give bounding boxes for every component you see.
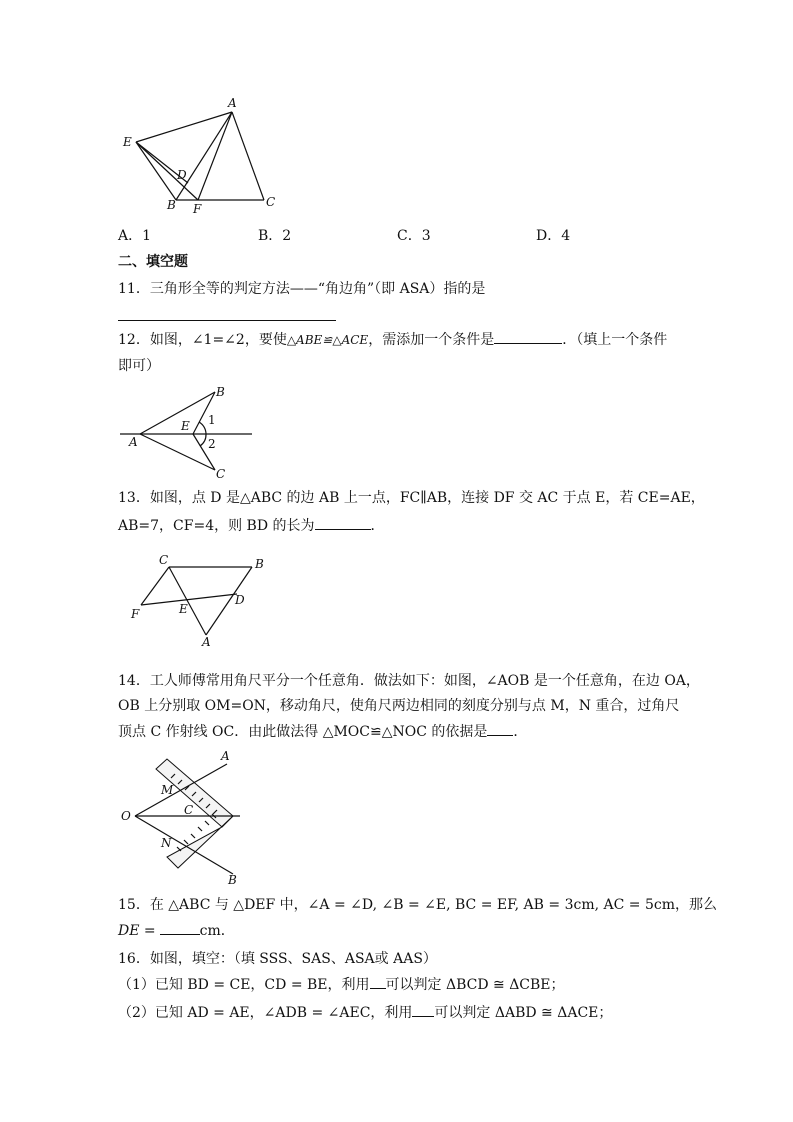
q14-answer-blank[interactable]	[487, 735, 513, 736]
q13-label-c: C	[159, 553, 169, 567]
q10-choice-a: A．1	[118, 228, 152, 244]
q12-label-a: A	[129, 435, 138, 449]
q10-label-e: E	[123, 135, 132, 149]
q10-label-b: B	[167, 198, 176, 212]
q12-line2: 即可）	[118, 358, 160, 374]
q13-text-a: AB=7，CF=4，则 BD 的长为	[118, 518, 315, 534]
q11-answer-blank[interactable]	[118, 320, 336, 321]
q15-text-b: cm．	[199, 923, 235, 939]
q13-line1: 13．如图，点 D 是△ABC 的边 AB 上一点，FC∥AB，连接 DF 交 AC 于点 E，若 CE=AE，	[118, 490, 705, 506]
q13-figure	[125, 552, 275, 652]
q14-line1: 14．工人师傅常用角尺平分一个任意角．做法如下：如图，∠AOB 是一个任意角，在边 OA，	[118, 673, 700, 689]
q16-part2-a: （2）已知 AD = AE，∠ADB = ∠AEC，利用	[118, 1005, 413, 1021]
q10-choice-d: D．4	[536, 228, 571, 244]
q14-line2: OB 上分别取 OM=ON，移动角尺，使角尺两边相同的刻度分别与点 M，N 重合，过角尺	[118, 698, 680, 714]
q12-label-one: 1	[208, 413, 216, 427]
section-title: 二、填空题	[118, 254, 188, 270]
q13-label-e: E	[179, 602, 188, 616]
q10-figure	[115, 95, 285, 220]
q10-label-f: F	[193, 202, 202, 216]
q13-answer-blank[interactable]	[315, 529, 371, 530]
q16-text: 16．如图，填空：（填 SSS、SAS、ASA或 AAS）	[118, 951, 437, 967]
q15-line1: 15．在 △ABC 与 △DEF 中，∠A = ∠D, ∠B = ∠E, BC = EF, AB = 3cm, AC = 5cm，那么	[118, 897, 717, 913]
q12-expr: △ABE≌△ACE	[286, 333, 369, 347]
q13-text-b: ．	[370, 518, 385, 534]
q14-label-m: M	[161, 783, 174, 797]
q16-part1-blank[interactable]	[370, 988, 386, 989]
q16-part1	[118, 976, 565, 994]
q13-label-b: B	[255, 557, 264, 571]
q12-label-b: B	[216, 385, 225, 399]
q11-text: 11．三角形全等的判定方法——“角边角”（即 ASA）指的是	[118, 281, 486, 297]
q14-label-o: O	[121, 809, 131, 823]
q10-label-d: D	[177, 168, 187, 182]
q15-text-a: DE =	[118, 923, 156, 939]
q13-label-a: A	[202, 635, 211, 649]
q10-label-c: C	[266, 195, 276, 209]
q12-label-two: 2	[208, 437, 216, 451]
q14-line3	[118, 723, 527, 741]
q16-part2-blank[interactable]	[412, 1016, 434, 1017]
q14-label-c: C	[184, 803, 194, 817]
q15-line2	[118, 922, 235, 940]
q15-answer-blank[interactable]	[160, 934, 200, 935]
q12-line1	[118, 331, 667, 349]
q14-label-n: N	[161, 836, 172, 850]
q12-text-c: ．（填上一个条件	[562, 332, 668, 348]
q16-part1-a: （1）已知 BD = CE，CD = BE，利用	[118, 977, 370, 993]
q12-label-c: C	[216, 467, 226, 481]
q16-part1-b: 可以判定 ΔBCD ≅ ΔCBE；	[385, 977, 565, 993]
q14-figure	[115, 748, 250, 888]
q14-label-a: A	[221, 749, 230, 763]
q13-line2	[118, 517, 385, 535]
q10-choice-b: B．2	[258, 228, 292, 244]
q14-text-b: ．	[513, 724, 528, 740]
q16-part2	[118, 1004, 612, 1022]
q14-label-b: B	[228, 873, 237, 887]
q12-text-a: 12．如图，∠1=∠2，要使	[118, 332, 287, 348]
q13-label-f: F	[131, 607, 140, 621]
q12-label-e: E	[181, 419, 190, 433]
q16-part2-b: 可以判定 ΔABD ≅ ΔACE；	[434, 1005, 613, 1021]
q12-text-b: ，需添加一个条件是	[368, 332, 495, 348]
q10-label-a: A	[228, 96, 237, 110]
q14-text-a: 顶点 C 作射线 OC．由此做法得 △MOC≌△NOC 的依据是	[118, 724, 488, 740]
q12-answer-blank[interactable]	[494, 343, 562, 344]
q12-figure	[115, 382, 260, 482]
q13-label-d: D	[235, 593, 245, 607]
q10-choice-c: C．3	[397, 228, 431, 244]
